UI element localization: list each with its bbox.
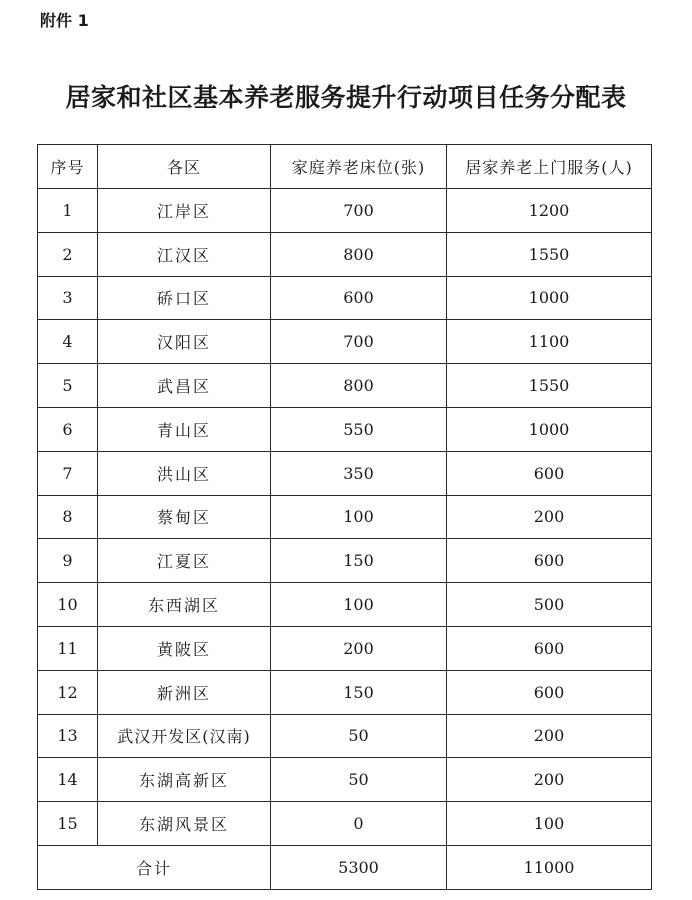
cell-beds: 0 [271,802,447,846]
table-row [38,407,652,451]
cell-no: 9 [38,539,98,583]
cell-service: 1000 [447,276,652,320]
cell-district: 武汉开发区(汉南) [98,714,271,758]
cell-beds: 150 [271,539,447,583]
cell-service: 600 [447,626,652,670]
cell-district: 汉阳区 [98,320,271,364]
cell-district: 东湖高新区 [98,758,271,802]
cell-no: 8 [38,495,98,539]
cell-beds: 50 [271,758,447,802]
cell-service: 1550 [447,364,652,408]
cell-district: 黄陂区 [98,626,271,670]
cell-service: 1000 [447,407,652,451]
cell-beds: 200 [271,626,447,670]
cell-service: 1100 [447,320,652,364]
total-service: 11000 [447,845,652,889]
cell-no: 5 [38,364,98,408]
cell-beds: 350 [271,451,447,495]
cell-beds: 600 [271,276,447,320]
cell-district: 新洲区 [98,670,271,714]
cell-no: 4 [38,320,98,364]
header-family-beds: 家庭养老床位(张) [271,145,447,189]
table-row [38,451,652,495]
cell-service: 200 [447,714,652,758]
cell-beds: 550 [271,407,447,451]
cell-district: 武昌区 [98,364,271,408]
cell-service: 100 [447,802,652,846]
header-serial-no: 序号 [38,145,98,189]
cell-service: 600 [447,451,652,495]
cell-district: 东湖风景区 [98,802,271,846]
cell-beds: 800 [271,364,447,408]
cell-no: 11 [38,626,98,670]
table-row [38,539,652,583]
cell-district: 青山区 [98,407,271,451]
cell-service: 500 [447,583,652,627]
cell-service: 200 [447,758,652,802]
cell-district: 江夏区 [98,539,271,583]
header-home-service: 居家养老上门服务(人) [447,145,652,189]
cell-district: 硚口区 [98,276,271,320]
cell-service: 600 [447,539,652,583]
cell-no: 3 [38,276,98,320]
cell-beds: 700 [271,320,447,364]
table-row [38,364,652,408]
cell-district: 东西湖区 [98,583,271,627]
cell-no: 15 [38,802,98,846]
cell-district: 江岸区 [98,189,271,233]
table-row [38,583,652,627]
cell-service: 200 [447,495,652,539]
total-beds: 5300 [271,845,447,889]
cell-service: 600 [447,670,652,714]
cell-beds: 100 [271,583,447,627]
attachment-label: 附件 1 [40,11,89,30]
cell-beds: 800 [271,232,447,276]
cell-no: 12 [38,670,98,714]
cell-no: 14 [38,758,98,802]
table-row [38,232,652,276]
cell-beds: 100 [271,495,447,539]
table-row [38,189,652,233]
cell-no: 2 [38,232,98,276]
cell-service: 1200 [447,189,652,233]
cell-no: 1 [38,189,98,233]
table-row [38,626,652,670]
cell-district: 江汉区 [98,232,271,276]
cell-beds: 50 [271,714,447,758]
table-row [38,276,652,320]
table-row [38,802,652,846]
cell-no: 10 [38,583,98,627]
table-row [38,714,652,758]
cell-district: 洪山区 [98,451,271,495]
document-title: 居家和社区基本养老服务提升行动项目任务分配表 [65,83,627,112]
cell-district: 蔡甸区 [98,495,271,539]
cell-beds: 700 [271,189,447,233]
table-row [38,670,652,714]
table-row [38,495,652,539]
allocation-table [37,144,652,890]
table-row [38,758,652,802]
cell-no: 13 [38,714,98,758]
cell-no: 7 [38,451,98,495]
cell-beds: 150 [271,670,447,714]
table-row [38,320,652,364]
header-district: 各区 [98,145,271,189]
table-header-row [38,145,652,189]
cell-service: 1550 [447,232,652,276]
table-total-row [38,845,652,889]
total-label: 合计 [38,845,271,889]
cell-no: 6 [38,407,98,451]
